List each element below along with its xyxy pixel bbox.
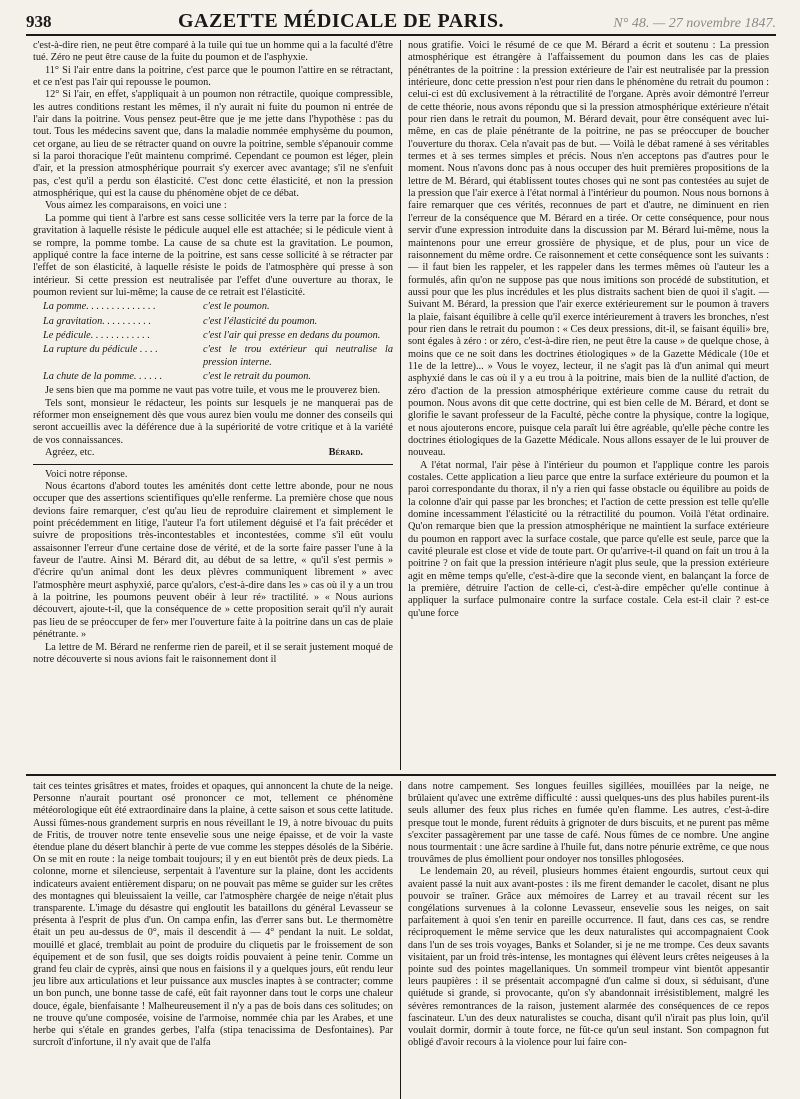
paragraph: Tels sont, monsieur le rédacteur, les points sur lesquels je ne manquerai pas de réformer mon enseignement dès que vous aurez bien voulu me donner des conseils qui seront accueillis avec la déférence due à la supériorité de votre critique et à la variété de vos connaissances. [33,397,393,446]
comparison-meaning: c'est le poumon. [203,301,270,313]
page-number: 938 [26,12,52,31]
paragraph: nous gratifie. Voici le résumé de ce que M. Bérard a écrit et soutenu : La pression atmosphérique est étrangère à l'affaissement du poumon dans les cas de plaies pénétrantes de la poitrine : la pression extérieure de l'air est neutralisée par la pression intérieure, donc cette pression n'est pour rien dans le phénomène du retrait du poumon : celui-ci est dû exclusivement à la rétractilité de l'organe. Après avoir démontré l'erreur de cette théorie, nous avons répondu que si la pression atmosphérique extérieure n'était pour rien dans le retrait du poumon, M. Bérard devait, pour être conséquent avec lui-même, en cas de plaie pénétrante de la poitrine, ne pas se préoccuper de boucher l'ouverture du thorax. Cela n'avait pas de but. — Voilà le débat ramené à ses véritables termes et à ses termes simples et précis. Nous n'en acceptons pas d'autres pour le moment. Nous n'avons donc pas à nous occuper des huit premières propositions de la lettre de M. Bérard, qui établissent toutes choses qui ne sont pas contestées au sujet de la pression que l'air exerce à l'état normal à l'intérieur du poumon. Nous nous bornons à faire remarquer que ces vérités, reconnues de part et d'autre, ne diminuent en rien l'erreur de la conséquence que M. Bérard en a tirée. Or cette conséquence, pour nous servir d'une expression introduite dans la discussion par M. Bérard lui-même, nous la maintenons pour une erreur grossière de physique, et de plus, pour un vice de raisonnement du même ordre. Ce raisonnement et cette conséquence sont les suivants : — il faut bien les rappeler, et les rappeler dans les termes mêmes où l'auteur les a formulés, afin qu'on ne suppose pas que nous imitions son procédé de substitution, et aussi pour que les plus incrédules et les plus distraits sachent bien de quoi il s'agit. — Suivant M. Bérard, la pression que l'air exerce extérieurement sur le poumon à travers la plaie, faisant équilibre à celle qu'il exerce intérieurement à travers les bronches, n'est pour rien dans le retrait du poumon : « Ces deux pressions, dit-il, se faisant équili» bre, sont égales à zéro : or zéro, c'est-à-dire rien, ne peut être la cause » de quelque chose, à moins que ce ne soit dans les doctrines étiologiques » de la Gazette Médicale (10e et 11e de la lettre)... » Vous le voyez, lecteur, il ne s'agit pas là d'un animal qui meurt asphyxié dans le cas où il y a eu trou à la poitrine, mais bien de la nullité d'action, de zéro d'action de la pression atmosphérique extérieure comme cause du retrait du poumon. Nous avons dit que cette doctrine, qui est bien celle de M. Bérard, et dont se glorifie le savant professeur de la Faculté, pèche contre la physique, contre la logique, et nous ajouterons encore, puisque cela paraît lui être agréable, qu'elle pèche contre les doctrines étiologiques de la Gazette Médicale. Nous allons essayer de le lui prouver de nouveau. [408,40,769,459]
comparison-row [43,316,393,328]
comparison-term: La rupture du pédicule . . . . [43,344,158,356]
comparison-term: La gravitation. . . . . . . . . . [43,315,152,327]
comparison-term: Le pédicule. . . . . . . . . . . . [43,329,150,341]
paragraph: dans notre campement. Ses longues feuilles sigillées, mouillées par la neige, ne brûlaient qu'avec une extrême difficulté : aussi quelques-uns des plus habiles purent-ils seuls allumer des feux plus riches en fumée qu'en flamme. Les autres, c'est-à-dire presque tout le monde, furent réduits à grignoter de durs biscuits, et ne purent pas même s'exciter passagèrement par une tasse de café. Nous fûmes de ce nombre. Une angine nous tourmentait : une âcre sardine à l'huile fut, dans notre pénurie extrême, ce que nous trouvâmes de plus émollient pour ondoyer nos tonsilles phlogosées. [408,781,769,866]
upper-article [26,40,776,770]
comparison-meaning: c'est le retrait du poumon. [203,370,311,382]
paragraph: Nous écartons d'abord toutes les aménités dont cette lettre abonde, pour ne nous occuper que des assertions scientifiques qu'elle renferme. La première chose que nous devions faire remarquer, c'est qu'au lieu de reproduire clairement et simplement le point précédemment en litige, l'auteur l'a fort utilement déguisé et l'a fait précéder et suivre de propositions très-incontestables et incontestées, comme s'il eût voulu assaisonner l'erreur d'une certaine dose de vérité, et de la sorte faire passer l'une à la faveur de l'autre. Ainsi M. Bérard dit, au début de sa lettre, « qu'il s'est permis » d'écrire qu'un animal dont les deux plèvres communiquent librement » avec l'atmosphère meurt asphyxié, parce qu'alors, c'est-à-dire dans les » cas où il y a un trou à la poitrine, les poumons peuvent obéir à leur ré» tractilité. » « Nous aurions découvert, ajoute-t-il, que la conséquence de » cette proposition serait qu'il n'y aurait pas lieu de se préoccuper de fer» mer l'ouverture faite à la poitrine dans un cas de plaie pénétrante. » [33,481,393,641]
lower-article [26,781,776,1099]
paragraph: 12° Si l'air, en effet, s'appliquait à un poumon non rétractile, quoique compressible, les autres conditions restant les mêmes, il n'y aurait ni fuite du poumon ni entrée de l'air dans la poitrine. Vous pensez peut-être que je me jette dans l'hypothèse : pas du tout. Tous les médecins savent que, dans la maladie nommée emphysème du poumon, cet organe, au lieu de se rétracter quand on ouvre la poitrine, semble s'épanouir comme si la paroi thoracique l'eût maintenu comprimé. Cependant ce poumon est léger, plein d'air, et la pression atmosphérique pourrait s'y exercer avec avantage; s'il ne s'enfuit pas, c'est qu'il a perdu son élasticité. C'est donc cette élasticité, et non la pression atmosphérique, qui est la cause du phénomène objet de ce débat. [33,89,393,200]
comparison-row [43,371,393,383]
paragraph: Je sens bien que ma pomme ne vaut pas votre tuile, et vous me le prouverez bien. [45,385,381,397]
upper-right-column [401,40,776,770]
paragraph: La lettre de M. Bérard ne renferme rien de pareil, et il se serait justement moqué de notre découverte si nous avions fait le raisonnement dont il [33,641,393,665]
section-divider [33,464,393,465]
comparison-meaning: c'est l'élasticité du poumon. [203,315,318,327]
feuilleton-divider [26,774,776,776]
paragraph: Agréez, etc. [45,447,95,458]
comparison-term: La chute de la pomme. . . . . . [43,370,163,382]
paragraph: Le lendemain 20, au réveil, plusieurs hommes étaient engourdis, surtout ceux qui avaient passé la nuit aux avant-postes : ils me firent demander le cacolet, disant ne plus pouvoir se traîner. Grâce aux mémoires de Larrey et au travail récent sur les congélations survenues à la colonne Levasseur, ensevelie sous les neiges, on sait parfaitement à quoi s'en tenir en pareille occurrence. Il faut, dans ces cas, se rendre réciproquement le même service que les deux naturalistes qui accompagnaient Cook dans l'un de ses trois voyages, Banks et Solander, si je ne me trompe. Ces deux savants visitaient, par un froid très-intense, les montagnes qui élèvent leurs crêtes neigeuses à la pointe sud des pointes magellaniques. Un sommeil trompeur vint bientôt appesantir leurs paupières : il se présentait accompagné d'un calme si doux, si séduisant, d'une quiétude si grande, si provocante, qu'on s'y abandonnait irrésistiblement, malgré les sévères remontrances de la raison, justement alarmée des conséquences de ce repos fascinateur. L'un des deux naturalistes se coucha, disant qu'il n'irait pas plus loin, qu'il voulait dormir, dormir à toute force, ne fût-ce qu'un seul instant. Son compagnon fut obligé d'avoir recours à la violence pour lui faire con- [408,866,769,1049]
paragraph: 11° Si l'air entre dans la poitrine, c'est parce que le poumon l'attire en se rétractant, et ce n'est pas l'air qui repousse le poumon. [33,64,393,89]
comparison-table [33,301,393,383]
issue-date: N° 48. — 27 novembre 1847. [613,16,776,31]
paragraph: Voici notre réponse. [45,468,128,480]
comparison-meaning: c'est le trou extérieur qui neutralise la pression interne. [203,344,393,368]
paragraph: La pomme qui tient à l'arbre est sans cesse sollicitée vers la terre par la force de la gravitation à laquelle résiste le pédicule auquel elle est attachée; si le pédicule vient à se rompre, la pomme tombe. La cause de sa chute est la gravitation. Le poumon, appliqué contre la face interne de la poitrine, est sans cesse sollicité à se rétracter par l'effet de son élasticité, à laquelle résiste le poids de l'atmosphère qui presse à son intérieur. Si cette pression est neutralisée par l'effet d'une ouverture au thorax, le poumon revient sur lui-même; la cause de ce retrait est l'élasticité. [33,212,393,298]
comparison-row [43,344,393,369]
paragraph: tait ces teintes grisâtres et mates, froides et opaques, qui annoncent la chute de la neige. Personne n'aurait pourtant osé prononcer ce mot, tellement ce phénomène météorologique eût été extraordinaire dans la plaine, à cette saison et sous cette latitude. Aussi fûmes-nous grandement surpris en nous réveillant le 19, à notre bivouac du puits de Fritis, de trouver notre tente ensevelie sous une neige épaisse, et de voir la vaste étendue plane du désert blanchir à perte de vue comme les steppes désolés de la Sibérie. On se mit en route : la neige tombait toujours; il y en eut bientôt près de deux pieds. La colonne, morne et silencieuse, serpentait à l'aventure sur la plaine, dont les accidents indicateurs avaient entièrement disparu; on ne pouvait pas même se guider sur les crêtes des montagnes qui bleuissaient la veille, car l'atmosphère chargée de neige n'était plus transparente. L'image du désastre qui engloutit les bataillons du général Levasseur se présenta à l'esprit de plus d'un. On campa enfin, las d'errer sans but. Le thermomètre était un peu au-dessus de 0°, mais il descendit à — 4° pendant la nuit. Le soldat, mouillé et glacé, tremblait au point de produire du cliquetis par le froissement de son équipement et de son fusil, que ses doigts roidis pouvaient à peine tenir. Comme un grand feu clair de cyprès, ainsi que nous en faisions il y a quelques jours, eût rendu leur jeu libre aux articulations et leur puissance aux muscles inaptes à se contracter; comme un bon punch, une bonne tasse de café, eût fait rayonner dans tout le corps une chaleur douce, égale, bienfaisante ! Malheureusement il n'y a pas de bois dans ces solitudes; on ne trouve qu'une composée, voisine de l'armoise, nommée chia par les Arabes, et une herbe qui s'étale en grandes gerbes, l'alfa (stipa tenacissima de Desfontaines). Par surcroît d'infortune, il n'y avait que de l'alfa [33,781,393,1049]
paragraph: A l'état normal, l'air pèse à l'intérieur du poumon et l'applique contre les parois costales. Cette application a lieu parce que entre la surface extérieure du poumon et la paroi correspondante du thorax, il n'y a rien qui fasse obstacle ou équilibre au poids de la colonne d'air qui passe par les bronches; et l'action de cette pression est telle qu'elle domine incessamment l'élasticité ou la rétractilité du poumon. Voilà l'état ordinaire. Qu'on remarque bien que la pression atmosphérique ne maintient la surface extérieure du poumon en rapport avec la surface costale, que parce qu'elle est seule, parce que la cavité pleurale est close et vide de toute part. Or qu'arrive-t-il quand on fait un trou à la poitrine ? on fait que la pression intérieure n'agit plus seule, que la pression extérieure agit en même temps qu'elle, c'est-à-dire que la seconde vient, en balançant la force de la première, détruire l'action de celle-ci, c'est-à-dire empêcher qu'elle continue à appliquer la surface pulmonaire contre la surface costale. Cela est-il clair ? est-ce qu'une force [408,459,769,619]
comparison-row [43,330,393,342]
author-signature: Bérard. [328,447,363,459]
comparison-meaning: c'est l'air qui presse en dedans du poumon. [203,329,381,341]
masthead-title: GAZETTE MÉDICALE DE PARIS. [177,10,505,32]
lower-right-column [401,781,776,1099]
paragraph: Vous aimez les comparaisons, en voici une : [45,200,227,212]
comparison-row [43,301,393,313]
lower-left-column [26,781,401,1099]
comparison-term: La pomme. . . . . . . . . . . . . . [43,301,156,313]
paragraph: c'est-à-dire rien, ne peut être comparé à la tuile qui tue un homme qui a la faculté d'être tué. Zéro ne peut être cause de la fuite du poumon et de l'asphyxie. [33,40,393,64]
upper-left-column [26,40,401,770]
page-header [26,10,776,36]
